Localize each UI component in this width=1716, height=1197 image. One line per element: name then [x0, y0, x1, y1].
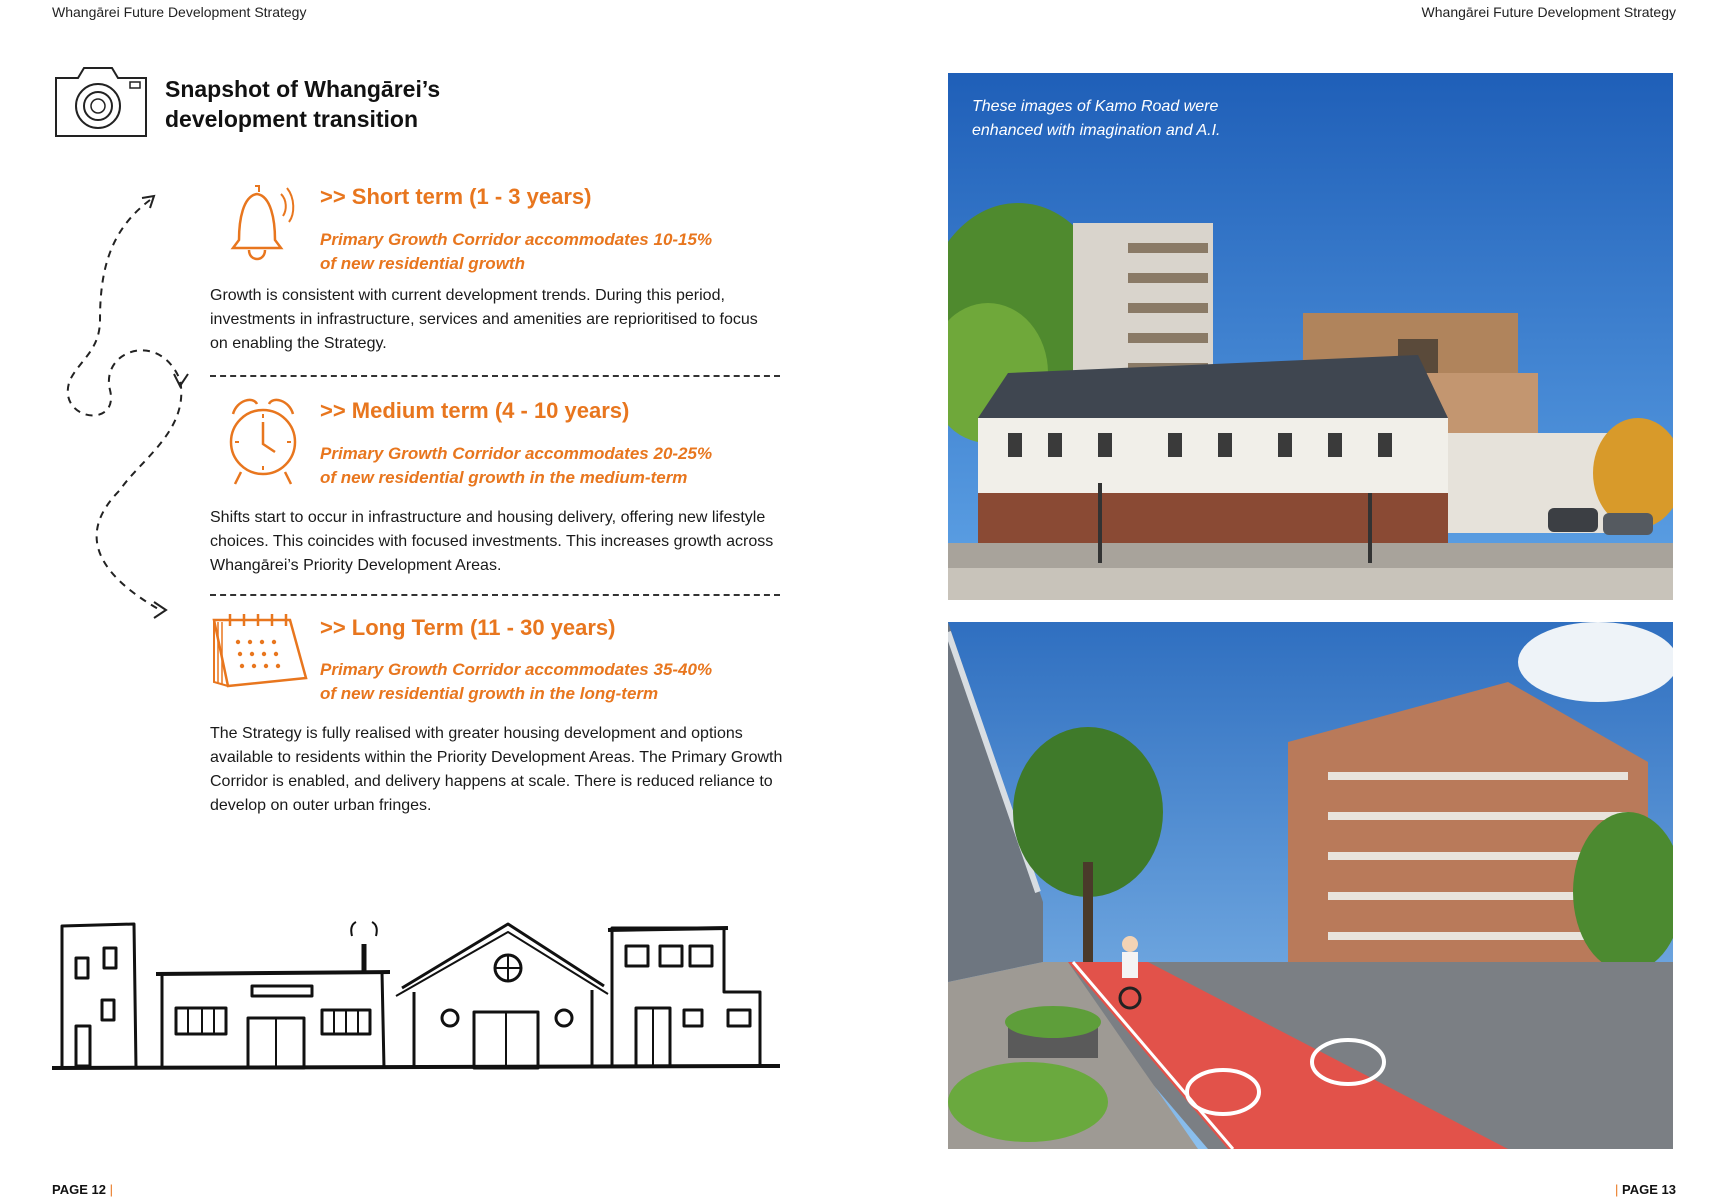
section-heading-short-term: >> Short term (1 - 3 years)	[320, 184, 592, 209]
photo-kamo-road-bike-lane	[948, 622, 1673, 1149]
sub-prefix: Primary Growth Corridor accommodates	[320, 660, 654, 679]
page-title-line2: development transition	[165, 106, 419, 132]
section-subheading-medium-term	[320, 442, 712, 490]
sub-highlight: 10-15%	[653, 230, 713, 249]
bell-icon	[225, 180, 303, 272]
section-heading-medium-term: >> Medium term (4 - 10 years)	[320, 398, 630, 423]
section-body-long-term: The Strategy is fully realised with greater housing development and options available to residents within the Priority Development Areas. The Primary Growth Corridor is enabled, and delivery happens at scale. There is reduced reliance to develop on outer urban fringes.	[210, 725, 783, 814]
sub-line2: of new residential growth in the medium-term	[320, 468, 688, 487]
alarm-clock-icon	[225, 392, 301, 488]
section-body-short-term: Growth is consistent with current development trends. During this period, investments in infrastructure, services and amenities are reprioritised to focus on enabling the Strategy.	[210, 287, 758, 352]
sub-highlight: 35-40%	[653, 660, 713, 679]
footer-left-page-number	[52, 1182, 113, 1197]
header-left-title: Whangārei Future Development Strategy	[52, 4, 307, 20]
footer-separator: |	[1615, 1182, 1619, 1197]
page-number-right: PAGE 13	[1622, 1182, 1676, 1197]
section-divider	[210, 594, 780, 596]
camera-icon	[52, 64, 150, 140]
section-body-medium-term: Shifts start to occur in infrastructure and housing delivery, offering new lifestyle choices. This coincides with focused investments. This increases growth across Whangārei’s Priority Development Areas.	[210, 509, 774, 574]
section-subheading-long-term	[320, 658, 712, 706]
footer-right-page-number	[1615, 1182, 1676, 1197]
calendar-icon	[210, 612, 310, 692]
header-right-title: Whangārei Future Development Strategy	[1421, 4, 1676, 20]
section-divider	[210, 375, 780, 377]
page-title	[165, 74, 440, 134]
page-number-left: PAGE 12	[52, 1182, 106, 1197]
photo-caption: These images of Kamo Road were enhanced with imagination and A.I.	[972, 98, 1221, 139]
sub-highlight: 20-25%	[653, 444, 713, 463]
page-title-line1: Snapshot of Whangārei’s	[165, 76, 441, 102]
section-subheading-short-term	[320, 228, 712, 276]
sub-line2: of new residential growth in the long-term	[320, 684, 659, 703]
sub-line2: of new residential growth	[320, 254, 525, 273]
footer-separator: |	[109, 1182, 113, 1197]
photo-kamo-road-building	[948, 73, 1673, 600]
sub-prefix: Primary Growth Corridor accommodates	[320, 444, 654, 463]
buildings-illustration	[52, 918, 782, 1078]
timeline-path	[50, 190, 190, 630]
section-heading-long-term: >> Long Term (11 - 30 years)	[320, 615, 616, 640]
sub-prefix: Primary Growth Corridor accommodates	[320, 230, 654, 249]
